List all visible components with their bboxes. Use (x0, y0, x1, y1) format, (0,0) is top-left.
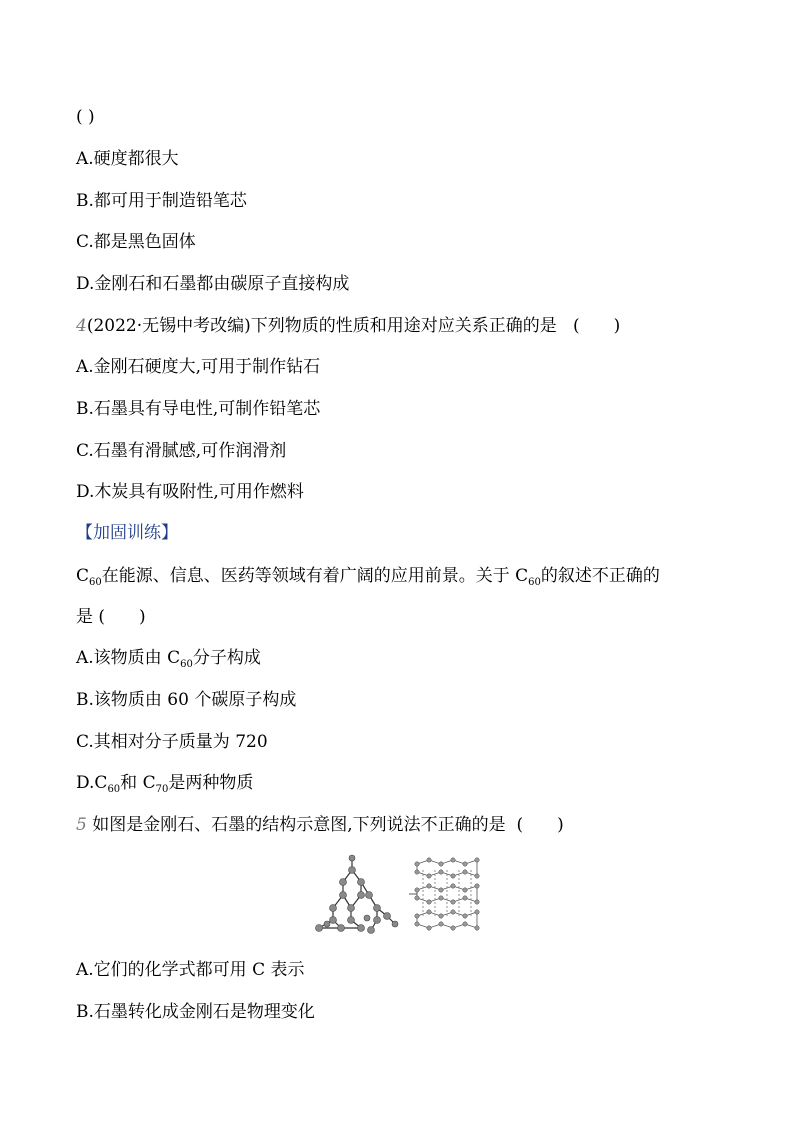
q4-paren-close: ) (613, 316, 621, 336)
q4-option-a: A.金刚石硬度大,可用于制作钻石 (76, 357, 321, 377)
q5-stem (76, 814, 564, 836)
extra-stem2-text: 是 (76, 607, 93, 627)
extra-stem-sub1: 60 (89, 577, 102, 588)
extra-option-d-sub1: 60 (107, 784, 121, 795)
q4-stem (76, 315, 620, 337)
q4-paren-open: ( (572, 316, 580, 336)
extra-option-d-text3: 是两种物质 (168, 773, 254, 793)
extra-stem-line2 (76, 606, 146, 628)
extra-stem-sub2: 60 (528, 577, 541, 588)
diamond-atoms (316, 855, 399, 934)
carbon-structure-figure (305, 850, 490, 935)
extra-option-c: C.其相对分子质量为 720 (76, 732, 268, 752)
q3-option-b: B.都可用于制造铅笔芯 (76, 191, 247, 211)
extra-stem-text1: 在能源、信息、医药等领域有着广阔的应用前景。关于 C (101, 566, 529, 586)
q5-paren-open: ( (516, 815, 524, 835)
q4-stem-text: (2022·无锡中考改编)下列物质的性质和用途对应关系正确的是 (86, 316, 557, 336)
q4-number: 4 (76, 316, 87, 336)
extra-option-a-text1: A.该物质由 C (76, 648, 181, 668)
extra-option-a-text2: 分子构成 (192, 648, 261, 668)
q4-option-d: D.木炭具有吸附性,可用作燃料 (76, 482, 304, 502)
extra-paren-close: ) (139, 607, 146, 627)
q5-stem-text: 如图是金刚石、石墨的结构示意图,下列说法不正确的是 (92, 815, 506, 835)
extra-option-d (76, 772, 253, 797)
q5-option-b: B.石墨转化成金刚石是物理变化 (76, 1002, 315, 1022)
extra-option-d-text1: D.C (76, 773, 108, 793)
q3-option-c: C.都是黑色固体 (76, 232, 196, 252)
q5-number: 5 (76, 815, 87, 835)
extra-option-d-text2: 和 C (120, 773, 156, 793)
extra-option-a-sub: 60 (180, 659, 193, 670)
q3-option-d: D.金刚石和石墨都由碳原子直接构成 (76, 274, 350, 294)
q3-answer-paren: ( ) (76, 107, 95, 127)
q4-option-c: C.石墨有滑腻感,可作润滑剂 (76, 441, 287, 461)
extra-option-d-sub2: 70 (155, 784, 169, 795)
q3-option-a: A.硬度都很大 (76, 149, 179, 169)
extra-option-a (76, 647, 261, 672)
q4-option-b: B.石墨具有导电性,可制作铅笔芯 (76, 399, 321, 419)
extra-stem-c: C (76, 566, 90, 586)
extra-option-b: B.该物质由 60 个碳原子构成 (76, 690, 297, 710)
graphite-structure (409, 860, 477, 928)
q5-option-a: A.它们的化学式都可用 C 表示 (76, 960, 305, 980)
q5-paren-close: ) (557, 815, 564, 835)
extra-stem-text2: 的叙述不正确的 (540, 566, 660, 586)
section-heading: 【加固训练】 (76, 523, 178, 543)
extra-stem (76, 565, 660, 590)
extra-paren-open: ( (98, 607, 106, 627)
